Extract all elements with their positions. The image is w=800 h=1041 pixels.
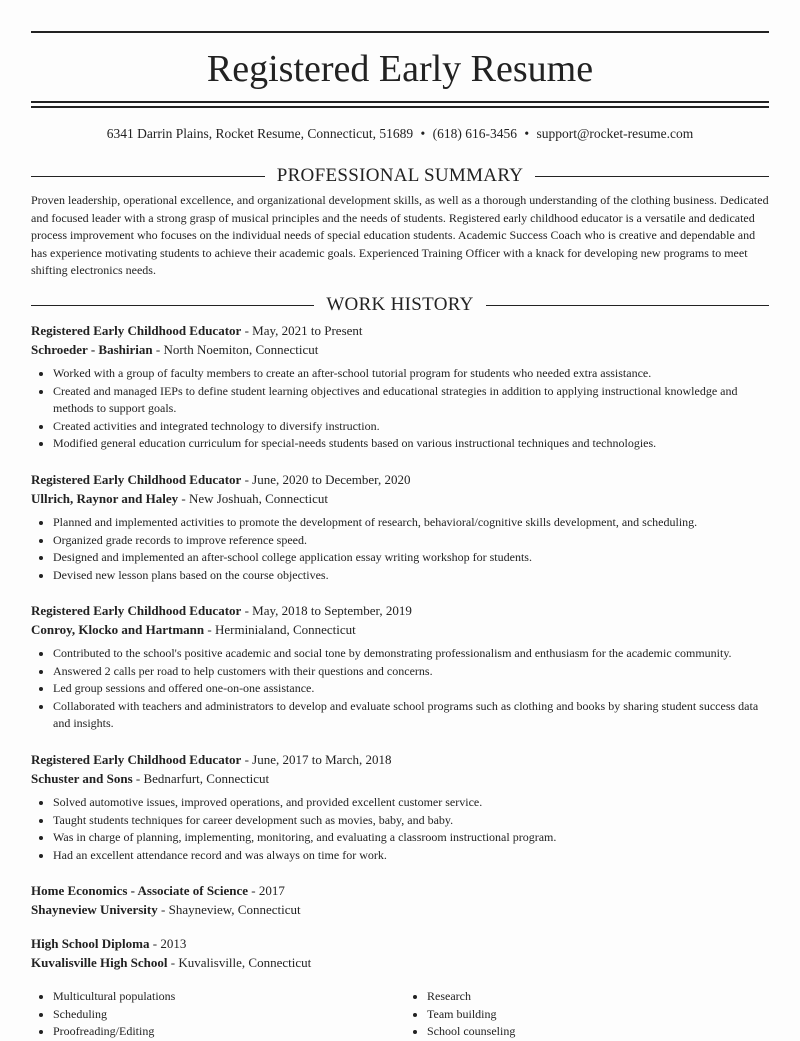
job-dates: May, 2021 to Present xyxy=(252,323,363,338)
contact-separator: • xyxy=(524,126,530,141)
summary-heading xyxy=(31,165,769,187)
job-company: Conroy, Klocko and Hartmann xyxy=(31,622,205,637)
job-company: Ullrich, Raynor and Haley xyxy=(31,491,179,506)
job-title: Registered Early Childhood Educator xyxy=(31,323,242,338)
job-bullets xyxy=(31,514,771,584)
work-history-heading xyxy=(31,294,769,316)
skill-item: • Proofreading/Editing xyxy=(53,1023,393,1041)
skill-item: • Team building xyxy=(427,1006,767,1024)
skill-item: • School counseling xyxy=(427,1023,767,1041)
job-bullet: • Answered 2 calls per road to help customers with their questions and concerns. xyxy=(53,663,771,681)
job-entry: Registered Early Childhood Educator - May, 2021 to Present Schroeder - Bashirian - North Noemiton, Connecticut • Worked with a group of faculty members to create an after-school tutorial program for students who needed extra assistance. • Created and managed IEPs to define student learning objectives and educational strategies in addition to applying instructional knowledge and methods to support goals. • Created activities and integrated technology to diversify instruction. • Modified general education curriculum for special-needs students based on various instructional techniques and technologies. xyxy=(31,321,771,453)
job-bullet: • Devised new lesson plans based on the course objectives. xyxy=(53,567,771,585)
job-dates: June, 2020 to December, 2020 xyxy=(252,472,411,487)
work-history-heading-label: WORK HISTORY xyxy=(314,294,485,315)
job-entry: Registered Early Childhood Educator - May, 2018 to September, 2019 Conroy, Klocko and Hartmann - Herminialand, Connecticut • Contributed to the school's positive academic and social tone by demonstrating professionalism and enthusiasm for the academic community. • Answered 2 calls per road to help customers with their questions and concerns. • Led group sessions and offered one-on-one assistance. • Collaborated with teachers and administrators to develop and evaluate school programs such as clothing and books by sharing student success data and insights. xyxy=(31,601,771,733)
job-bullets xyxy=(31,794,771,864)
job-bullet: • Solved automotive issues, improved operations, and provided excellent customer service. xyxy=(53,794,771,812)
summary-heading-label: PROFESSIONAL SUMMARY xyxy=(265,165,536,186)
education-location: Shayneview, Connecticut xyxy=(168,902,301,917)
job-bullet: • Had an excellent attendance record and was always on time for work. xyxy=(53,847,771,865)
skill-item: • Research xyxy=(427,988,767,1006)
summary-text: Proven leadership, operational excellence, and organizational development skills, as well as a thorough understanding of the clothing business. Dedicated and focused leader with a strong grasp of musical principles and the needs of students. Registered early childhood educator is a versatile and dedicated process improvement who focuses on the individual needs of special education students. Academic Success Coach who is creative and dependable and has experience motivating students to achieve their academic goals. Experienced Training Officer with a knack for developing new programs to meet shifting electronics needs. xyxy=(31,193,769,278)
title-rule-upper xyxy=(31,101,769,103)
job-company: Schroeder - Bashirian xyxy=(31,342,153,357)
contact-line xyxy=(0,125,800,143)
job-entry: Registered Early Childhood Educator - June, 2020 to December, 2020 Ullrich, Raynor and Haley - New Joshuah, Connecticut • Planned and implemented activities to promote the development of research, behavioral/cognitive skills development, and scheduling. • Organized grade records to improve reference speed. • Designed and implemented an after-school college application essay writing workshop for students. • Devised new lesson plans based on the course objectives. xyxy=(31,470,771,584)
job-dates: June, 2017 to March, 2018 xyxy=(252,752,392,767)
job-bullet: • Taught students techniques for career development such as movies, baby, and baby. xyxy=(53,812,771,830)
job-company: Schuster and Sons xyxy=(31,771,133,786)
education-location: Kuvalisville, Connecticut xyxy=(178,955,312,970)
contact-phone: (618) 616-3456 xyxy=(432,126,517,141)
job-bullet: • Contributed to the school's positive academic and social tone by demonstrating professionalism and enthusiasm for the academic community. xyxy=(53,645,771,663)
education-school: Shayneview University xyxy=(31,902,158,917)
education-degree: Home Economics - Associate of Science xyxy=(31,883,248,898)
education-year: 2017 xyxy=(258,883,285,898)
job-bullet: • Designed and implemented an after-school college application essay writing workshop for students. xyxy=(53,549,771,567)
job-location: Herminialand, Connecticut xyxy=(214,622,356,637)
job-bullets xyxy=(31,645,771,733)
job-bullets xyxy=(31,365,771,453)
skills-column-right xyxy=(405,988,767,1041)
education-degree: High School Diploma xyxy=(31,936,150,951)
job-bullet: • Was in charge of planning, implementing, monitoring, and evaluating a classroom instructional program. xyxy=(53,829,771,847)
job-title: Registered Early Childhood Educator xyxy=(31,752,242,767)
contact-address: 6341 Darrin Plains, Rocket Resume, Connecticut, 51689 xyxy=(106,126,414,141)
skills-column-left xyxy=(31,988,393,1041)
job-bullet: • Collaborated with teachers and administrators to develop and evaluate school programs such as clothing and books by sharing student success data and insights. xyxy=(53,698,771,733)
title-rule-lower xyxy=(31,106,769,108)
job-location: North Noemiton, Connecticut xyxy=(163,342,319,357)
resume-title: Registered Early Resume xyxy=(206,48,594,90)
job-title: Registered Early Childhood Educator xyxy=(31,472,242,487)
job-entry: Registered Early Childhood Educator - June, 2017 to March, 2018 Schuster and Sons - Bednarfurt, Connecticut • Solved automotive issues, improved operations, and provided excellent customer service. • Taught students techniques for career development such as movies, baby, and baby. • Was in charge of planning, implementing, monitoring, and evaluating a classroom instructional program. • Had an excellent attendance record and was always on time for work. xyxy=(31,750,771,864)
skill-item: • Multicultural populations xyxy=(53,988,393,1006)
skill-item: • Scheduling xyxy=(53,1006,393,1024)
job-bullet: • Created and managed IEPs to define student learning objectives and educational strategies in addition to applying instructional knowledge and methods to support goals. xyxy=(53,383,771,418)
job-bullet: • Planned and implemented activities to promote the development of research, behavioral/cognitive skills development, and scheduling. xyxy=(53,514,771,532)
job-bullet: • Led group sessions and offered one-on-one assistance. xyxy=(53,680,771,698)
job-title: Registered Early Childhood Educator xyxy=(31,603,242,618)
education-year: 2013 xyxy=(160,936,187,951)
job-bullet: • Modified general education curriculum for special-needs students based on various instructional techniques and technologies. xyxy=(53,435,771,453)
job-dates: May, 2018 to September, 2019 xyxy=(252,603,412,618)
education-entry: Home Economics - Associate of Science - 2017 Shayneview University - Shayneview, Connecticut xyxy=(31,883,301,917)
top-rule xyxy=(31,31,769,33)
education-entry: High School Diploma - 2013 Kuvalisville High School - Kuvalisville, Connecticut xyxy=(31,936,312,970)
education-school: Kuvalisville High School xyxy=(31,955,168,970)
job-bullet: • Created activities and integrated technology to diversify instruction. xyxy=(53,418,771,436)
job-bullet: • Organized grade records to improve reference speed. xyxy=(53,532,771,550)
contact-separator: • xyxy=(420,126,426,141)
contact-email: support@rocket-resume.com xyxy=(536,126,694,141)
job-bullet: • Worked with a group of faculty members to create an after-school tutorial program for students who needed extra assistance. xyxy=(53,365,771,383)
job-location: New Joshuah, Connecticut xyxy=(188,491,328,506)
job-location: Bednarfurt, Connecticut xyxy=(143,771,270,786)
